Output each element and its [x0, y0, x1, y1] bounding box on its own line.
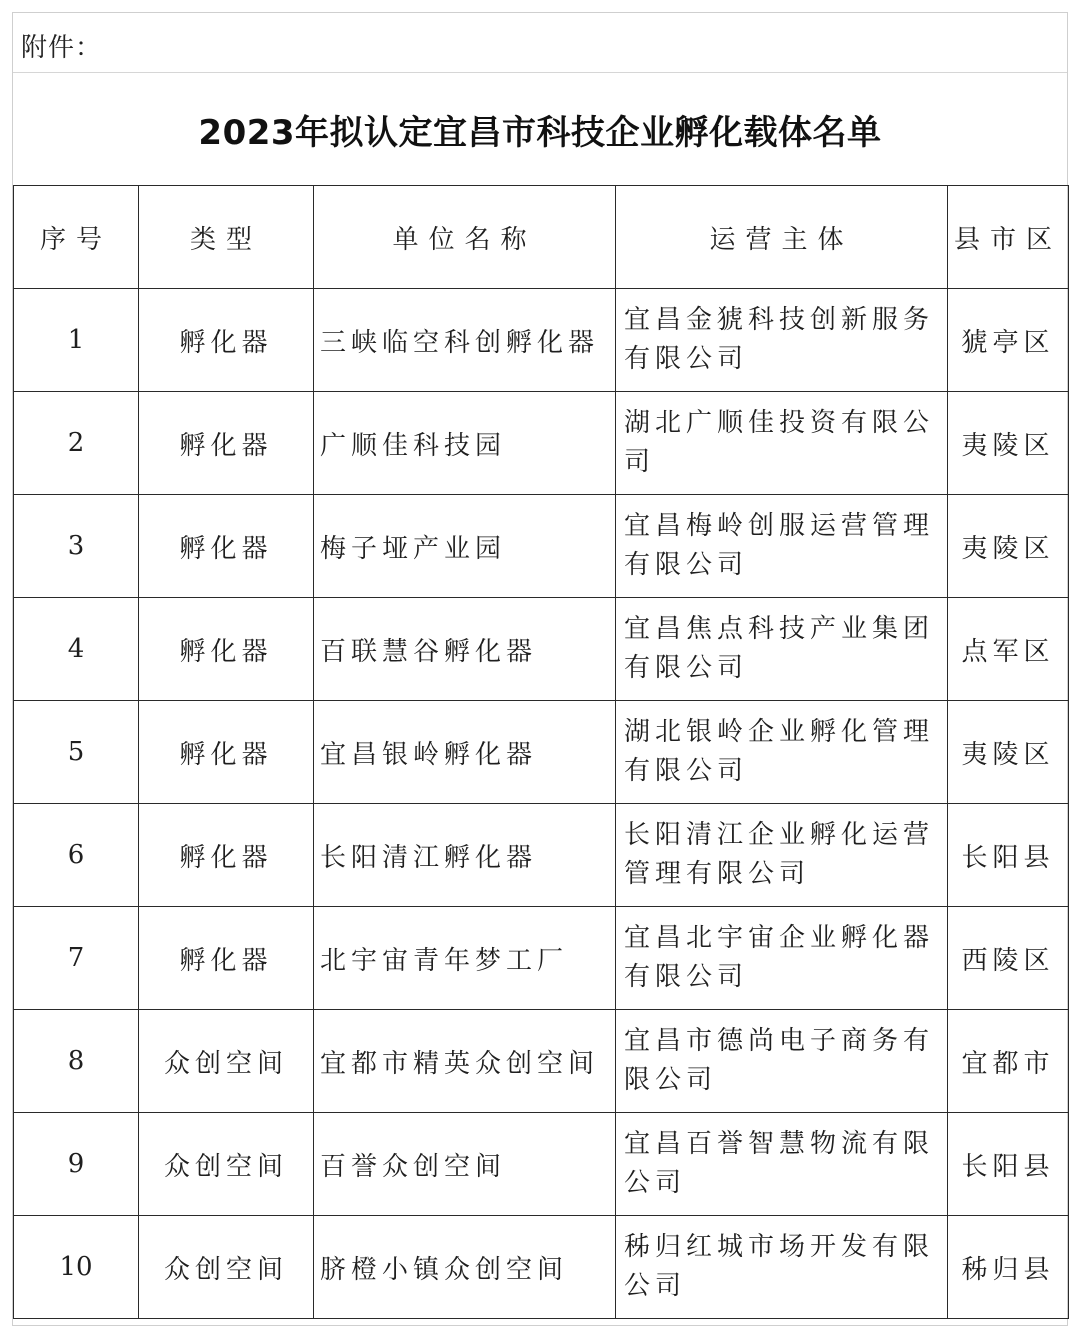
table-row — [14, 1010, 1069, 1113]
cell-type: 孵化器 — [139, 495, 314, 598]
cell-operator: 宜昌金猇科技创新服务有限公司 — [616, 289, 948, 392]
cell-no: 8 — [14, 1010, 139, 1113]
cell-area: 夷陵区 — [948, 701, 1069, 804]
table-row — [14, 1216, 1069, 1319]
header-type: 类型 — [139, 186, 314, 289]
cell-type: 孵化器 — [139, 907, 314, 1010]
cell-no: 4 — [14, 598, 139, 701]
table-row — [14, 289, 1069, 392]
cell-operator: 宜昌百誉智慧物流有限公司 — [616, 1113, 948, 1216]
cell-unit-name: 百誉众创空间 — [314, 1113, 616, 1216]
cell-type: 众创空间 — [139, 1113, 314, 1216]
cell-unit-name: 北宇宙青年梦工厂 — [314, 907, 616, 1010]
cell-unit-name: 脐橙小镇众创空间 — [314, 1216, 616, 1319]
cell-area: 秭归县 — [948, 1216, 1069, 1319]
table-header-row — [14, 186, 1069, 289]
cell-operator: 湖北银岭企业孵化管理有限公司 — [616, 701, 948, 804]
header-operator: 运营主体 — [616, 186, 948, 289]
header-unit-name: 单位名称 — [314, 186, 616, 289]
cell-operator: 湖北广顺佳投资有限公司 — [616, 392, 948, 495]
attachment-label: 附件： — [21, 33, 103, 63]
cell-operator: 宜昌梅岭创服运营管理有限公司 — [616, 495, 948, 598]
table-row — [14, 495, 1069, 598]
cell-operator: 宜昌市德尚电子商务有限公司 — [616, 1010, 948, 1113]
incubator-list-table — [13, 185, 1069, 1319]
table-row — [14, 598, 1069, 701]
cell-type: 孵化器 — [139, 598, 314, 701]
cell-no: 9 — [14, 1113, 139, 1216]
cell-no: 3 — [14, 495, 139, 598]
cell-no: 2 — [14, 392, 139, 495]
cell-area: 宜都市 — [948, 1010, 1069, 1113]
header-area: 县市区 — [948, 186, 1069, 289]
document-page — [12, 12, 1068, 1326]
cell-unit-name: 三峡临空科创孵化器 — [314, 289, 616, 392]
cell-area: 长阳县 — [948, 804, 1069, 907]
table-row — [14, 392, 1069, 495]
cell-no: 1 — [14, 289, 139, 392]
table-row — [14, 701, 1069, 804]
cell-unit-name: 百联慧谷孵化器 — [314, 598, 616, 701]
cell-type: 孵化器 — [139, 701, 314, 804]
header-no: 序号 — [14, 186, 139, 289]
cell-area: 点军区 — [948, 598, 1069, 701]
cell-area: 夷陵区 — [948, 392, 1069, 495]
cell-unit-name: 宜昌银岭孵化器 — [314, 701, 616, 804]
cell-operator: 宜昌北宇宙企业孵化器有限公司 — [616, 907, 948, 1010]
cell-type: 孵化器 — [139, 392, 314, 495]
cell-area: 夷陵区 — [948, 495, 1069, 598]
attachment-header — [13, 13, 1067, 73]
cell-area: 猇亭区 — [948, 289, 1069, 392]
cell-unit-name: 长阳清江孵化器 — [314, 804, 616, 907]
cell-area: 长阳县 — [948, 1113, 1069, 1216]
cell-unit-name: 宜都市精英众创空间 — [314, 1010, 616, 1113]
cell-type: 孵化器 — [139, 804, 314, 907]
cell-no: 10 — [14, 1216, 139, 1319]
table-row — [14, 804, 1069, 907]
cell-no: 7 — [14, 907, 139, 1010]
page-title: 2023年拟认定宜昌市科技企业孵化载体名单 — [198, 112, 882, 153]
cell-unit-name: 广顺佳科技园 — [314, 392, 616, 495]
cell-operator: 秭归红城市场开发有限公司 — [616, 1216, 948, 1319]
cell-unit-name: 梅子垭产业园 — [314, 495, 616, 598]
table-body — [14, 289, 1069, 1319]
cell-type: 众创空间 — [139, 1216, 314, 1319]
cell-operator: 长阳清江企业孵化运营管理有限公司 — [616, 804, 948, 907]
cell-type: 孵化器 — [139, 289, 314, 392]
cell-no: 6 — [14, 804, 139, 907]
cell-no: 5 — [14, 701, 139, 804]
cell-area: 西陵区 — [948, 907, 1069, 1010]
cell-operator: 宜昌焦点科技产业集团有限公司 — [616, 598, 948, 701]
table-row — [14, 907, 1069, 1010]
table-row — [14, 1113, 1069, 1216]
cell-type: 众创空间 — [139, 1010, 314, 1113]
